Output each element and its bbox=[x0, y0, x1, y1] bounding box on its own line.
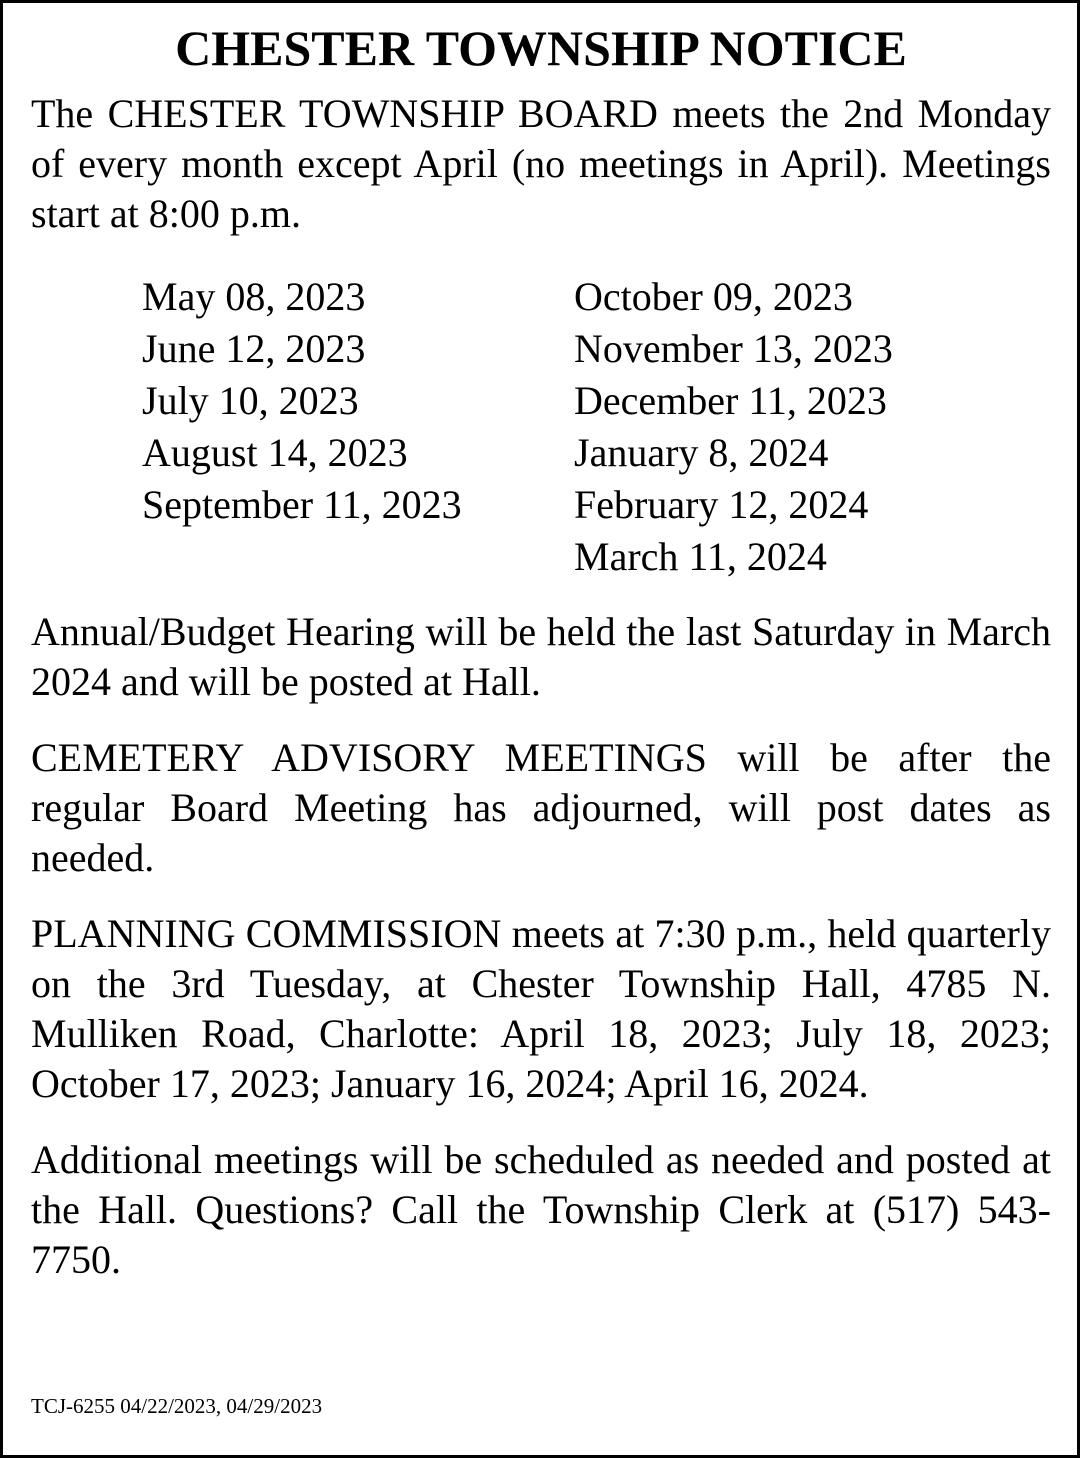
planning-commission-paragraph: PLANNING COMMISSION meets at 7:30 p.m., held quarterly on the 3rd Tuesday, at Chester Township Hall, 4785 N. Mulliken Road, Charlotte: April 18, 2023; July 18, 2023; October 17, 2023; January 16, 2024; April 16, 2024. bbox=[31, 911, 1051, 1106]
meeting-dates-right-column bbox=[574, 271, 893, 583]
meeting-date: January 8, 2024 bbox=[574, 430, 829, 475]
annual-hearing-paragraph: Annual/Budget Hearing will be held the last Saturday in March 2024 and will be posted at Hall. bbox=[31, 609, 1051, 704]
meeting-date: November 13, 2023 bbox=[574, 326, 893, 371]
meeting-date: December 11, 2023 bbox=[574, 378, 887, 423]
meeting-date: June 12, 2023 bbox=[142, 326, 366, 371]
meeting-date: July 10, 2023 bbox=[142, 378, 359, 423]
notice-title: CHESTER TOWNSHIP NOTICE bbox=[175, 20, 907, 76]
meeting-date: September 11, 2023 bbox=[142, 482, 462, 527]
meeting-date: May 08, 2023 bbox=[142, 274, 366, 319]
meeting-dates-left-column bbox=[142, 271, 574, 583]
intro-paragraph: The CHESTER TOWNSHIP BOARD meets the 2nd Monday of every month except April (no meetings in April). Meetings start at 8:00 p.m. bbox=[31, 91, 1051, 236]
additional-meetings-paragraph: Additional meetings will be scheduled as needed and posted at the Hall. Questions? Call the Township Clerk at (517) 543-7750. bbox=[31, 1137, 1051, 1282]
meeting-date: August 14, 2023 bbox=[142, 430, 408, 475]
meeting-date: October 09, 2023 bbox=[574, 274, 853, 319]
publication-code: TCJ-6255 04/22/2023, 04/29/2023 bbox=[31, 1394, 323, 1418]
meeting-dates bbox=[31, 271, 1051, 583]
meeting-date: February 12, 2024 bbox=[574, 482, 869, 527]
meeting-date: March 11, 2024 bbox=[574, 534, 827, 579]
cemetery-paragraph: CEMETERY ADVISORY MEETINGS will be after the regular Board Meeting has adjourned, will post dates as needed. bbox=[31, 735, 1051, 880]
